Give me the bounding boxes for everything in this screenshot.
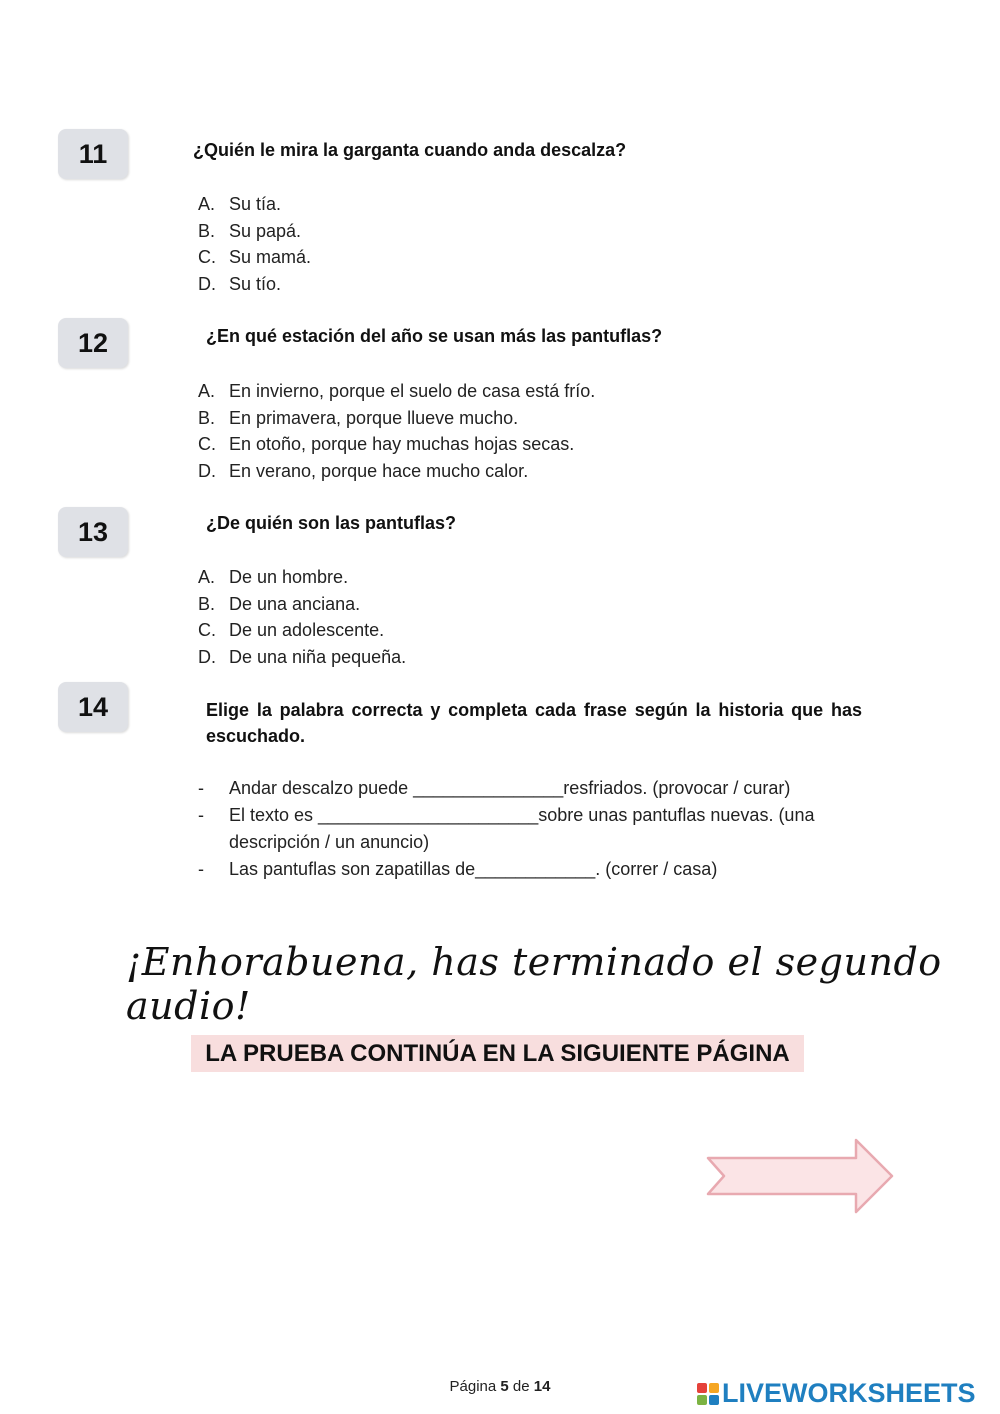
option-11-c[interactable]: C. Su mamá. <box>198 247 312 267</box>
option-13-d[interactable]: D. De una niña pequeña. <box>198 646 407 667</box>
liveworksheets-logo-text: LIVEWORKSHEETS <box>722 1378 976 1408</box>
question-number-11: 11 <box>58 129 128 179</box>
fill-in-item[interactable]: - Andar descalzo puede _______________resfriados. (provocar / curar) <box>198 778 791 798</box>
options-list-13 <box>198 564 406 670</box>
option-11-d[interactable]: D. Su tío. <box>198 273 282 294</box>
fill-in-item[interactable]: - Las pantuflas son zapatillas de____________. (correr / casa) <box>198 859 718 879</box>
question-number-12: 12 <box>58 318 128 368</box>
question-text-14: Elige la palabra correcta y completa cada frase según la historia que has escuchado. <box>206 700 862 746</box>
liveworksheets-logo <box>697 1378 976 1409</box>
liveworksheets-logo-icon <box>697 1383 719 1405</box>
option-11-b[interactable]: B. Su papá. <box>198 220 302 241</box>
option-11-a[interactable]: A. Su tía. <box>198 194 282 214</box>
option-12-a[interactable]: A. En invierno, porque el suelo de casa está frío. <box>198 381 596 401</box>
question-text-11: ¿Quién le mira la garganta cuando anda descalza? <box>193 140 627 160</box>
footer-prefix: Página <box>449 1378 497 1395</box>
option-13-b[interactable]: B. De una anciana. <box>198 593 361 614</box>
continue-banner: LA PRUEBA CONTINÚA EN LA SIGUIENTE PÁGINA <box>191 1035 804 1072</box>
option-12-c[interactable]: C. En otoño, porque hay muchas hojas secas. <box>198 434 575 454</box>
option-13-a[interactable]: A. De un hombre. <box>198 567 349 587</box>
question-number-14: 14 <box>58 682 128 732</box>
congratulations-message: ¡Enhorabuena, has terminado el segundo audio! <box>126 940 942 1028</box>
fill-in-list-14 <box>198 775 863 883</box>
next-page-arrow-icon <box>704 1136 896 1216</box>
option-13-c[interactable]: C. De un adolescente. <box>198 620 385 640</box>
footer-total-pages: 14 <box>533 1378 551 1395</box>
options-list-11 <box>198 191 311 297</box>
options-list-12 <box>198 378 595 484</box>
question-number-13: 13 <box>58 507 128 557</box>
footer-page-number: 5 <box>500 1378 509 1395</box>
footer-separator: de <box>512 1378 530 1395</box>
option-12-b[interactable]: B. En primavera, porque llueve mucho. <box>198 407 519 428</box>
question-text-13: ¿De quién son las pantuflas? <box>206 513 457 533</box>
option-12-d[interactable]: D. En verano, porque hace mucho calor. <box>198 460 529 481</box>
question-text-12: ¿En qué estación del año se usan más las pantuflas? <box>206 326 663 346</box>
fill-in-item[interactable]: - El texto es ______________________sobre unas pantuflas nuevas. (una descripción / un anuncio) <box>198 805 815 852</box>
